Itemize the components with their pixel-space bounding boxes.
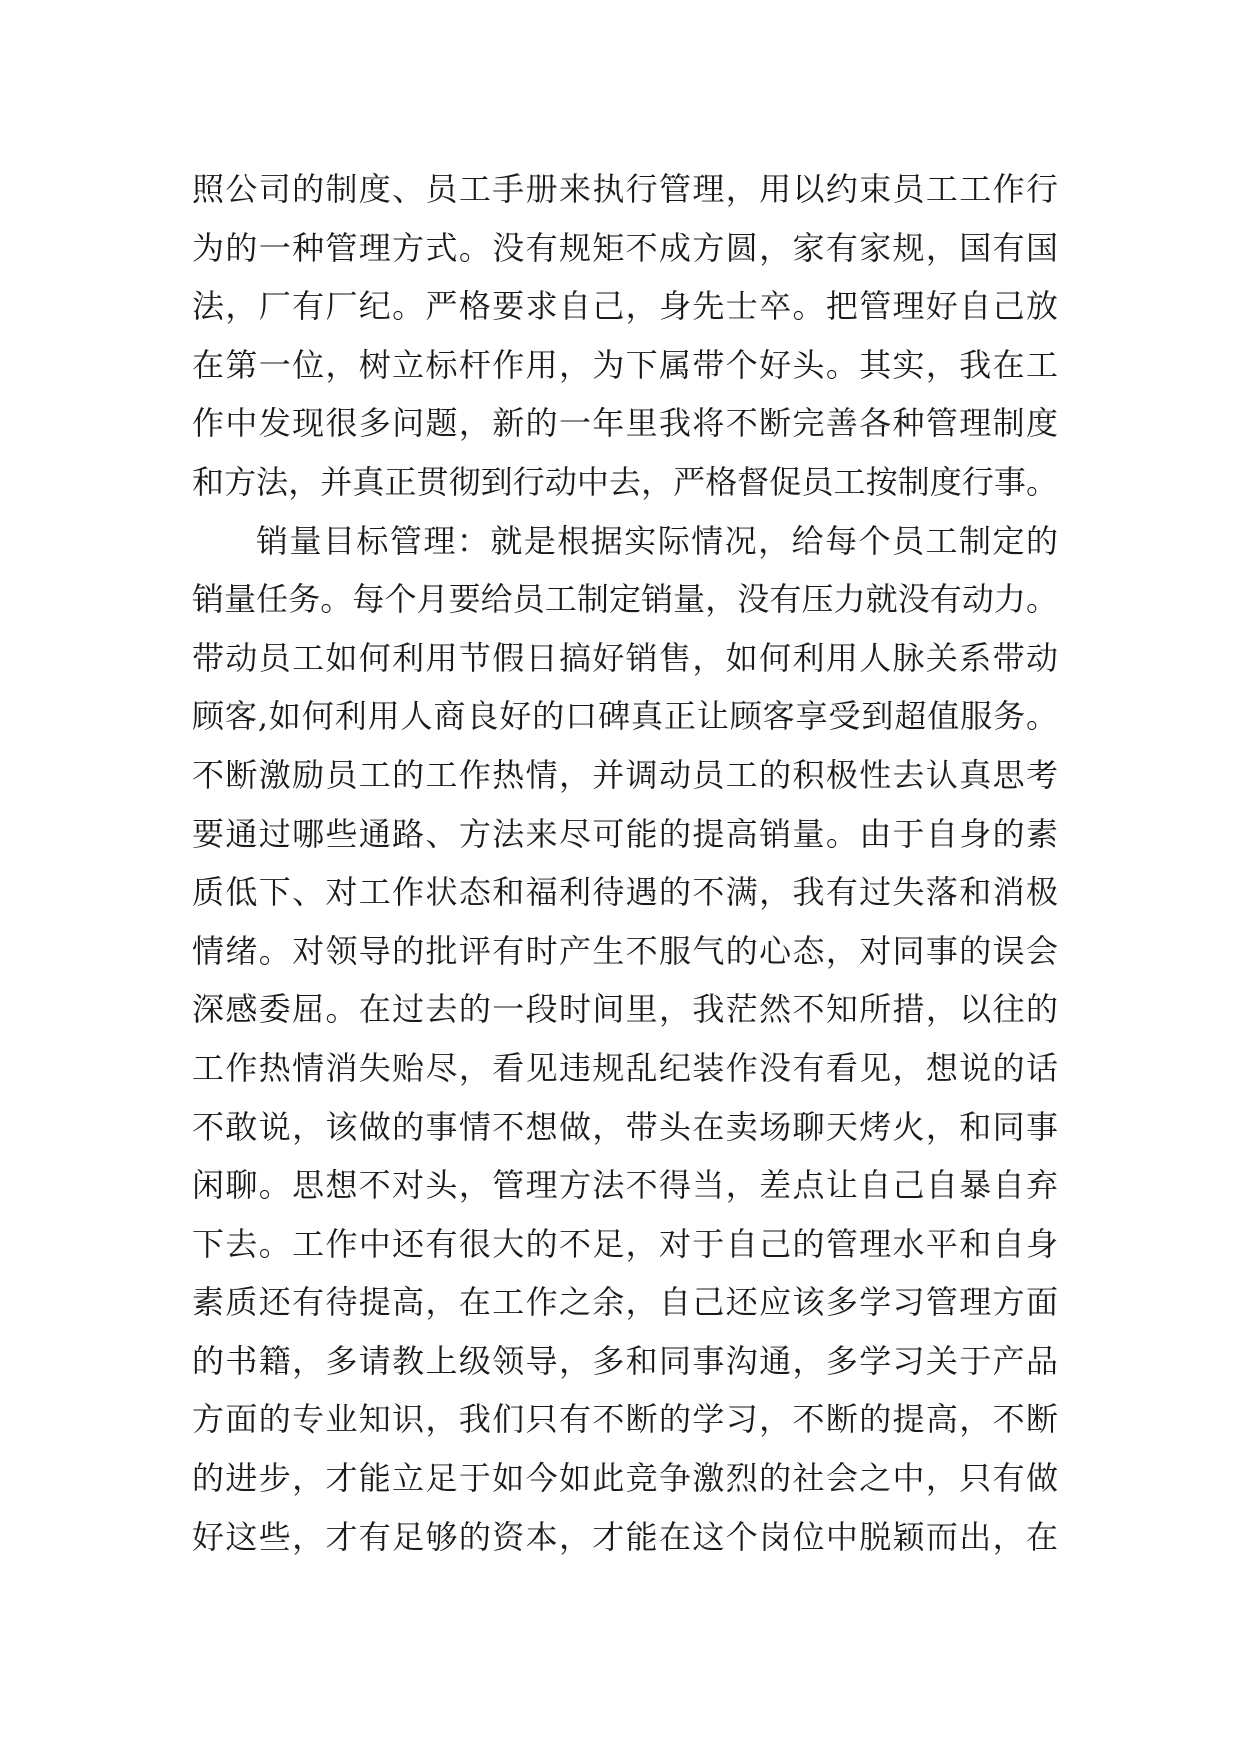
text-line: 素质还有待提高，在工作之余，自己还应该多学习管理方面 [192,1283,1058,1322]
text-line: 好这些，才有足够的资本，才能在这个岗位中脱颖而出，在 [192,1517,1058,1556]
paragraph-first-line: 销量目标管理：就是根据实际情况，给每个员工制定的 [256,521,1058,560]
text-line: 销量任务。每个月要给员工制定销量，没有压力就没有动力。 [192,580,1058,619]
text-line: 下去。工作中还有很大的不足，对于自己的管理水平和自身 [192,1224,1058,1263]
text-line: 顾客,如何利用人商良好的口碑真正让顾客享受到超值服务。 [192,697,1058,736]
text-line: 和方法，并真正贯彻到行动中去，严格督促员工按制度行事。 [192,462,1058,501]
text-line: 带动员工如何利用节假日搞好销售，如何利用人脉关系带动 [192,638,1058,677]
text-line: 闲聊。思想不对头，管理方法不得当，差点让自己自暴自弃 [192,1166,1058,1205]
text-line: 为的一种管理方式。没有规矩不成方圆，家有家规，国有国 [192,228,1058,267]
text-line: 照公司的制度、员工手册来执行管理，用以约束员工工作行 [192,170,1058,208]
text-line: 在第一位，树立标杆作用，为下属带个好头。其实，我在工 [192,345,1058,384]
body-text [192,160,1058,1566]
text-line: 的进步，才能立足于如今如此竞争激烈的社会之中，只有做 [192,1459,1058,1498]
text-line: 作中发现很多问题，新的一年里我将不断完善各种管理制度 [192,404,1058,443]
text-line: 不敢说，该做的事情不想做，带头在卖场聊天烤火，和同事 [192,1107,1058,1146]
text-line: 质低下、对工作状态和福利待遇的不满，我有过失落和消极 [192,873,1058,912]
text-line: 工作热情消失贻尽，看见违规乱纪装作没有看见，想说的话 [192,1048,1058,1087]
text-line: 深感委屈。在过去的一段时间里，我茫然不知所措，以往的 [192,990,1058,1029]
text-line: 不断激励员工的工作热情，并调动员工的积极性去认真思考 [192,755,1058,794]
text-line: 法，厂有厂纪。严格要求自己，身先士卒。把管理好自己放 [192,287,1058,326]
text-line: 要通过哪些通路、方法来尽可能的提高销量。由于自身的素 [192,814,1058,853]
text-line: 情绪。对领导的批评有时产生不服气的心态，对同事的误会 [192,931,1058,970]
text-line: 方面的专业知识，我们只有不断的学习，不断的提高，不断 [192,1400,1058,1439]
text-line: 的书籍，多请教上级领导，多和同事沟通，多学习关于产品 [192,1341,1058,1380]
